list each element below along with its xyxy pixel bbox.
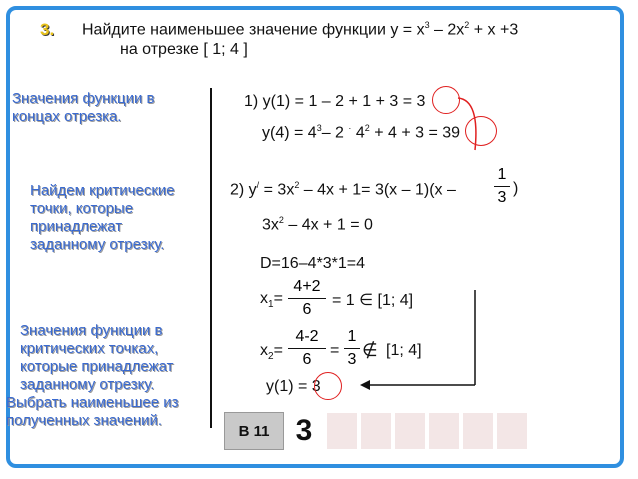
label-critical-values: Значения функции в критических точках, которые принадлежат заданному отрезку. [20, 322, 174, 393]
task-line-2: на отрезке [ 1; 4 ] [120, 41, 248, 58]
answer-cell [326, 412, 358, 450]
discriminant: D=16–4*3*1=4 [260, 255, 365, 272]
answer-cell [462, 412, 494, 450]
circle-final [314, 372, 342, 400]
label-choose-min: Выбрать наименьшее из полученных значений. [6, 394, 179, 429]
answer-cell [496, 412, 528, 450]
label-critical-points: Найдем критические точки, которые принадлежат заданному отрезку. [30, 182, 175, 253]
x2-equals: = [330, 342, 340, 359]
fraction-one-third: 1 3 [494, 166, 510, 207]
answer-label: В 11 [224, 412, 284, 450]
step1-y1: 1) у(1) = 1 – 2 + 1 + 3 = 3 [244, 93, 426, 110]
answer-cell [360, 412, 392, 450]
x2-fraction: 4-2 6 [288, 328, 326, 369]
quadratic-equation: $3х^2 - 4х + 1 = 0$ [262, 215, 373, 234]
x2-result-fraction: 1 3 [344, 328, 360, 369]
task-line-1: Найдите наименьшее значение функции $у = х^3 - 2х^2 + х +3$ [82, 20, 519, 39]
arrow-top-curve [458, 98, 476, 150]
task-number: 3. [40, 20, 55, 39]
final-value: у(1) = 3 [266, 378, 321, 395]
x1-fraction: 4+2 6 [288, 278, 326, 319]
label-endpoint-values: Значения функции в концах отрезка. [12, 90, 155, 125]
x1-result: = 1 ∈ [1; 4] [332, 292, 414, 309]
step2-derivative: 2) $у^/ = 3х^2 - 4х + 1= 3(х - 1)(х$ – [230, 180, 456, 199]
divider-line [210, 88, 212, 428]
answer-box [224, 412, 528, 450]
x2-range: [1; 4] [386, 342, 422, 359]
answer-cell [428, 412, 460, 450]
not-in-symbol: ∉ [362, 340, 378, 360]
answer-value: 3 [284, 412, 324, 450]
close-paren: ) [513, 180, 519, 197]
answer-cell [394, 412, 426, 450]
step1-y4: $у(4) = 4^3-$ 2 · $4^2 + 4 + 3 = 39$ [262, 123, 461, 142]
x2-label: $х_2=$ [260, 342, 283, 363]
x1-label: $х_1=$ [260, 290, 283, 311]
arrow-head [360, 380, 370, 390]
arrow-connector [330, 90, 480, 400]
